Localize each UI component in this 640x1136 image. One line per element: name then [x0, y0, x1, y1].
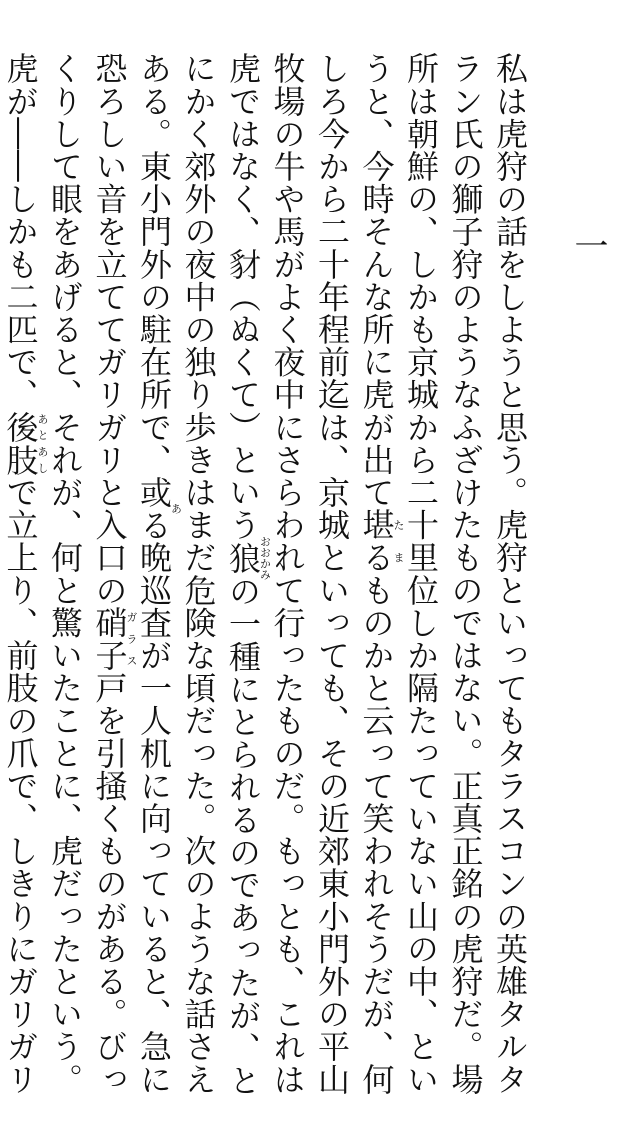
paragraph-segment-2: ものかと云って笑われそうだが、何しろ今から二十年程前迄は、京城といっても、その近郊東小門外の平山牧場の牛や馬がよく夜中にさらわれて行ったものだ。もっとも、これは虎ではなく、豺（ぬくて）という — [224, 52, 396, 1096]
ruby-reading: おおかみ — [258, 536, 272, 580]
paragraph-segment-1: 私は虎狩の話をしようと思う。虎狩といってもタラスコンの英雄タルタラン氏の獅子狩のようなふざけたものではない。正真正銘の虎狩だ。場所は朝鮮の、しかも京城から二十里位しか隔たっていない山の中、というと、今時そんな所に虎が出て — [357, 52, 529, 1096]
ruby-base: 硝子 — [90, 606, 129, 672]
ruby-word-tamaru — [357, 508, 405, 574]
ruby-reading: ガラス — [125, 606, 138, 672]
ruby-base: 後肢 — [1, 410, 40, 476]
ruby-reading: あとあし — [36, 410, 49, 476]
ruby-base: 狼 — [224, 536, 262, 580]
body-paragraph — [1, 52, 532, 1112]
ruby-base: 或る — [135, 475, 173, 542]
chapter-number: 一 — [568, 228, 608, 262]
ruby-word-aru — [135, 475, 183, 542]
ruby-base: 堪る — [357, 508, 396, 574]
paragraph-segment-4: 晩巡査が一人机に向っていると、急に恐ろしい音を立ててガリガリと入口の — [90, 52, 173, 1096]
paragraph-segment-3: の一種にとられるのであったが、とにかく郊外の夜中の独り歩きはまだ危険な頃だった。次のような話さえある。東小門外の駐在所で、 — [135, 52, 262, 1097]
ruby-word-garasu — [90, 606, 138, 672]
paragraph-segment-5: 戸を引掻くものがある。びっくりして眼をあげると、それが、何と驚いたことに、虎だったという。虎が――しかも二匹で、 — [1, 52, 129, 1096]
paragraph-segment-6: で立上り、前肢の爪で、しきりにガリガリ — [1, 475, 40, 1096]
ruby-reading: たま — [392, 508, 405, 574]
ruby-reading: あ — [169, 475, 183, 541]
ruby-word-atoashi — [1, 410, 49, 476]
ruby-word-ookami — [224, 536, 272, 580]
